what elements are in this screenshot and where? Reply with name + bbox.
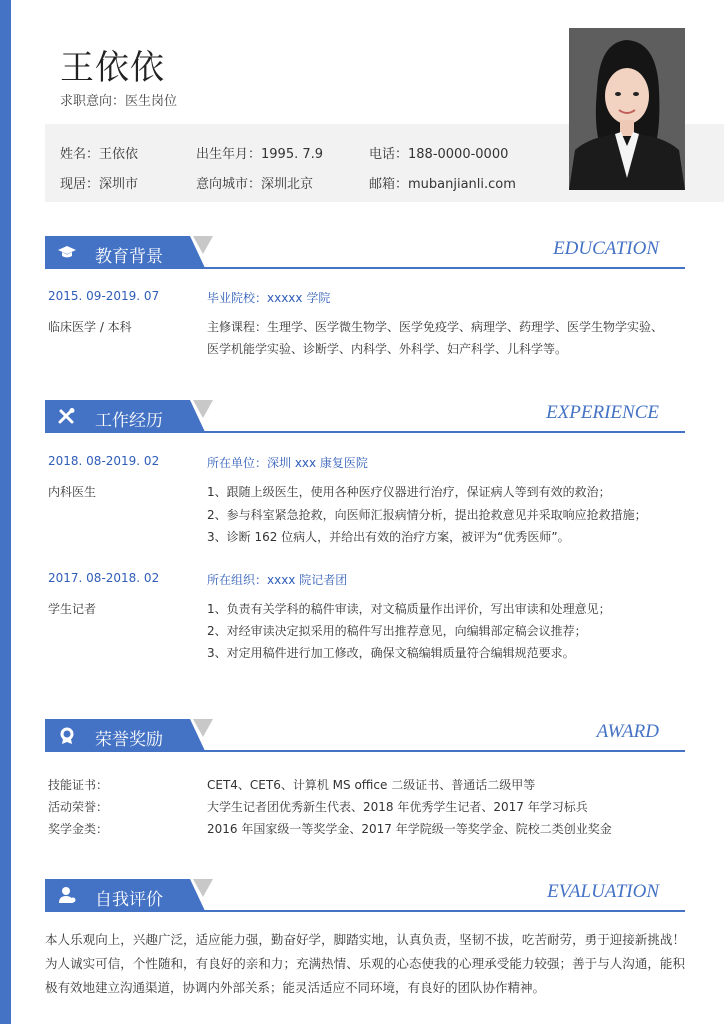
award-header bbox=[45, 719, 685, 753]
education-title-en: EDUCATION bbox=[553, 238, 659, 259]
candidate-name: 王依依 bbox=[60, 48, 165, 88]
award-divider bbox=[45, 750, 685, 752]
award-label-2: 活动荣誉： bbox=[48, 800, 109, 814]
job-intent: 求职意向：医生岗位 bbox=[60, 94, 178, 109]
education-courses-line-2: 医学机能学实验、诊断学、内科学、外科学、妇产科学、儿科学等。 bbox=[207, 342, 568, 356]
work-title-en: EXPERIENCE bbox=[546, 402, 659, 423]
job-1-date: 2018. 08-2019. 02 bbox=[48, 454, 160, 468]
award-title: 荣誉奖励 bbox=[95, 730, 163, 750]
education-major: 临床医学 / 本科 bbox=[48, 320, 132, 334]
education-title: 教育背景 bbox=[95, 247, 163, 267]
education-divider bbox=[45, 267, 685, 269]
job-1-role: 内科医生 bbox=[48, 485, 97, 499]
education-date: 2015. 09-2019. 07 bbox=[48, 289, 160, 303]
award-label-3: 奖学金类： bbox=[48, 822, 109, 836]
job-2-line-3: 3、对定用稿件进行加工修改，确保文稿编辑质量符合编辑规范要求。 bbox=[207, 646, 575, 660]
graduation-cap-icon bbox=[57, 243, 77, 261]
work-tab-decoration bbox=[193, 400, 213, 418]
education-courses-line-1: 主修课程：生理学、医学微生物学、医学免疫学、病理学、药理学、医学生物学实验、 bbox=[207, 320, 664, 334]
education-school: 毕业院校：xxxxx 学院 bbox=[207, 291, 331, 305]
work-header bbox=[45, 400, 685, 434]
info-email: 邮箱：mubanjianli.com bbox=[369, 177, 516, 192]
education-header bbox=[45, 236, 685, 270]
award-tab-decoration bbox=[193, 719, 213, 737]
medal-icon bbox=[57, 726, 77, 744]
user-icon bbox=[57, 886, 77, 904]
award-label-1: 技能证书： bbox=[48, 778, 109, 792]
job-1-org: 所在单位：深圳 xxx 康复医院 bbox=[207, 456, 368, 470]
work-title: 工作经历 bbox=[95, 411, 163, 431]
left-accent-bar bbox=[0, 0, 11, 1024]
evaluation-header bbox=[45, 879, 685, 913]
evaluation-divider bbox=[45, 910, 685, 912]
job-1-line-3: 3、诊断 162 位病人，并给出有效的治疗方案，被评为“优秀医师”。 bbox=[207, 530, 570, 544]
award-value-1: CET4、CET6、计算机 MS office 二级证书、普通话二级甲等 bbox=[207, 778, 536, 792]
evaluation-tab-decoration bbox=[193, 879, 213, 897]
job-1-line-1: 1、跟随上级医生，使用各种医疗仪器进行治疗，保证病人等到有效的救治； bbox=[207, 485, 611, 499]
info-name: 姓名：王依依 bbox=[60, 147, 139, 162]
award-value-3: 2016 年国家级一等奖学金、2017 年学院级一等奖学金、院校二类创业奖金 bbox=[207, 822, 612, 836]
work-divider bbox=[45, 431, 685, 433]
self-evaluation-text: 本人乐观向上，兴趣广泛，适应能力强，勤奋好学，脚踏实地，认真负责，坚韧不拔，吃苦耐劳，勇于迎接新挑战！为人诚实可信，个性随和，有良好的亲和力；充满热情、乐观的心态使我的心理承受能力较强；善于与人沟通，能积极有效地建立沟通渠道，协调内外部关系；能灵活适应不同环境，有良好的团队协作精神。 bbox=[45, 932, 685, 995]
job-2-date: 2017. 08-2018. 02 bbox=[48, 571, 160, 585]
info-birth: 出生年月：1995. 7.9 bbox=[196, 147, 324, 162]
tools-icon bbox=[57, 407, 77, 425]
info-residence: 现居：深圳市 bbox=[60, 177, 139, 192]
job-2-role: 学生记者 bbox=[48, 602, 97, 616]
award-value-2: 大学生记者团优秀新生代表、2018 年优秀学生记者、2017 年学习标兵 bbox=[207, 800, 588, 814]
education-tab-decoration bbox=[193, 236, 213, 254]
job-2-line-2: 2、对经审读决定拟采用的稿件写出推荐意见，向编辑部定稿会议推荐； bbox=[207, 624, 587, 638]
award-title-en: AWARD bbox=[596, 721, 659, 742]
info-city: 意向城市：深圳北京 bbox=[196, 177, 314, 192]
evaluation-title: 自我评价 bbox=[95, 890, 163, 910]
job-2-org: 所在组织：xxxx 院记者团 bbox=[207, 573, 348, 587]
job-1-line-2: 2、参与科室紧急抢救，向医师汇报病情分析，提出抢救意见并采取响应抢救措施； bbox=[207, 508, 647, 522]
evaluation-title-en: EVALUATION bbox=[547, 881, 659, 902]
info-phone: 电话：188-0000-0000 bbox=[369, 147, 509, 162]
job-2-line-1: 1、负责有关学科的稿件审读，对文稿质量作出评价，写出审读和处理意见； bbox=[207, 602, 611, 616]
portrait-photo bbox=[569, 28, 685, 190]
